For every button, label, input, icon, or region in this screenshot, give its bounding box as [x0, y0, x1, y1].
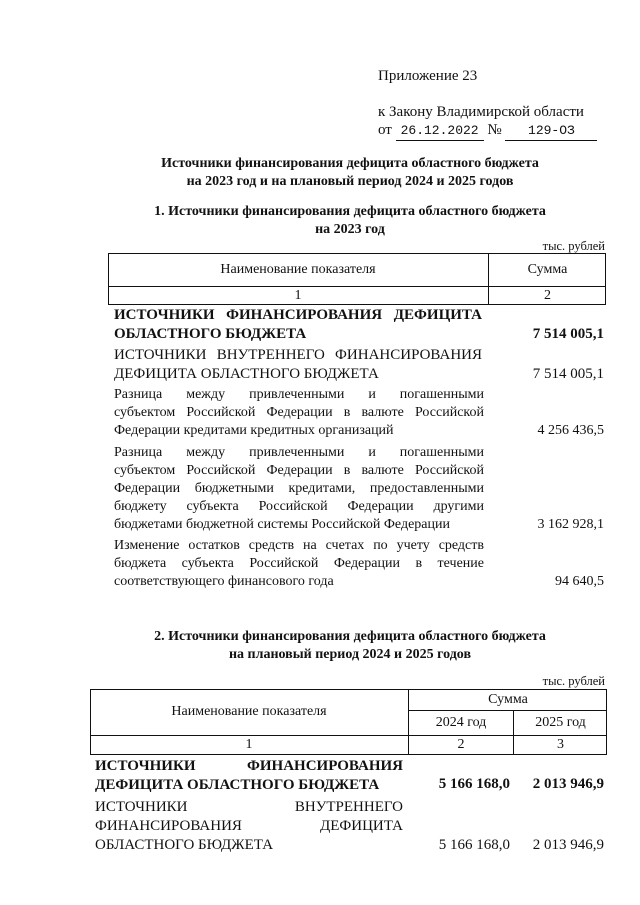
section1-heading-line1: 1. Источники финансирования дефицита областного бюджета	[154, 204, 546, 219]
row-text-line: ОБЛАСТНОГО БЮДЖЕТА	[114, 326, 307, 342]
row-value: 94 640,5	[555, 574, 604, 589]
row-text-line: субъектом Российской Федерации в валюте Российской	[114, 463, 484, 478]
section1-col-name: Наименование показателя	[220, 261, 376, 277]
section1-units: тыс. рублей	[542, 239, 605, 253]
row-text-line: ОБЛАСТНОГО БЮДЖЕТА	[95, 837, 274, 853]
table-row	[114, 306, 482, 344]
row-text-line: бюджету субъекта Российской Федерации другими	[114, 499, 484, 514]
row-text-line: ИСТОЧНИКИ ВНУТРЕННЕГО	[95, 799, 403, 815]
row-value-2025: 2 013 946,9	[532, 837, 604, 853]
law-date: 26.12.2022	[396, 121, 484, 141]
row-text-line: ИСТОЧНИКИ ФИНАНСИРОВАНИЯ	[95, 758, 403, 774]
row-value-2024: 5 166 168,0	[438, 837, 510, 853]
section2-col-name: Наименование показателя	[171, 704, 327, 719]
section1-col-num1: 1	[294, 287, 302, 303]
appendix-label: Приложение 23	[378, 68, 478, 84]
row-value: 4 256 436,5	[537, 423, 604, 438]
row-text-line: субъектом Российской Федерации в валюте Российской	[114, 405, 484, 420]
section2-col-num1: 1	[245, 737, 253, 752]
row-text-line: Разница между привлеченными и погашенными	[114, 445, 484, 460]
section2-col-sum: Сумма	[488, 692, 528, 707]
row-text-line: ДЕФИЦИТА ОБЛАСТНОГО БЮДЖЕТА	[114, 366, 379, 382]
row-value: 7 514 005,1	[532, 366, 604, 382]
row-text-line: соответствующего финансового года	[114, 574, 334, 589]
section2-units: тыс. рублей	[542, 674, 605, 688]
section1-col-sum: Сумма	[527, 261, 568, 277]
document-title-line1: Источники финансирования дефицита областного бюджета	[161, 156, 539, 171]
row-text-line: Изменение остатков средств на счетах по учету средств	[114, 538, 484, 553]
section2-col-2025: 2025 год	[535, 714, 586, 730]
section2-heading-line1: 2. Источники финансирования дефицита областного бюджета	[154, 629, 546, 644]
law-date-line	[378, 121, 597, 141]
table-row	[95, 757, 403, 795]
row-value: 7 514 005,1	[532, 326, 604, 342]
section2-col-num3: 3	[557, 737, 564, 752]
table-row	[95, 798, 403, 855]
table-row	[114, 386, 484, 440]
row-text-line: Федерации кредитами кредитных организаций	[114, 423, 394, 438]
number-prefix: №	[487, 122, 502, 138]
section2-heading-line2: на плановый период 2024 и 2025 годов	[228, 647, 472, 662]
table-row	[114, 537, 484, 591]
row-value: 3 162 928,1	[537, 517, 604, 532]
row-text-line: бюджета субъекта Российской Федерации в течение	[114, 556, 484, 571]
law-reference: к Закону Владимирской области	[378, 104, 584, 120]
row-text-line: Федерации бюджетными кредитами, предоставленными	[114, 481, 484, 496]
date-prefix: от	[378, 122, 392, 138]
document-title-line2: на 2023 год и на плановый период 2024 и 2025 годов	[186, 174, 514, 189]
table-row	[114, 444, 484, 534]
row-text-line: ДЕФИЦИТА ОБЛАСТНОГО БЮДЖЕТА	[95, 777, 380, 793]
section2-col-2024: 2024 год	[435, 714, 487, 730]
row-value-2025: 2 013 946,9	[532, 776, 604, 792]
row-text-line: ИСТОЧНИКИ ФИНАНСИРОВАНИЯ ДЕФИЦИТА	[114, 307, 482, 323]
row-text-line: ИСТОЧНИКИ ВНУТРЕННЕГО ФИНАНСИРОВАНИЯ	[114, 347, 482, 363]
section2-col-num2: 2	[457, 737, 465, 752]
row-text-line: бюджетами бюджетной системы Российской Федерации	[114, 517, 450, 532]
table-row	[114, 346, 482, 384]
row-text-line: Разница между привлеченными и погашенными	[114, 387, 484, 402]
law-number: 129-ОЗ	[505, 121, 597, 141]
row-text-line: ФИНАНСИРОВАНИЯ ДЕФИЦИТА	[95, 818, 403, 834]
row-value-2024: 5 166 168,0	[438, 776, 510, 792]
section1-col-num2: 2	[544, 287, 551, 303]
section1-heading-line2: на 2023 год	[315, 222, 385, 237]
